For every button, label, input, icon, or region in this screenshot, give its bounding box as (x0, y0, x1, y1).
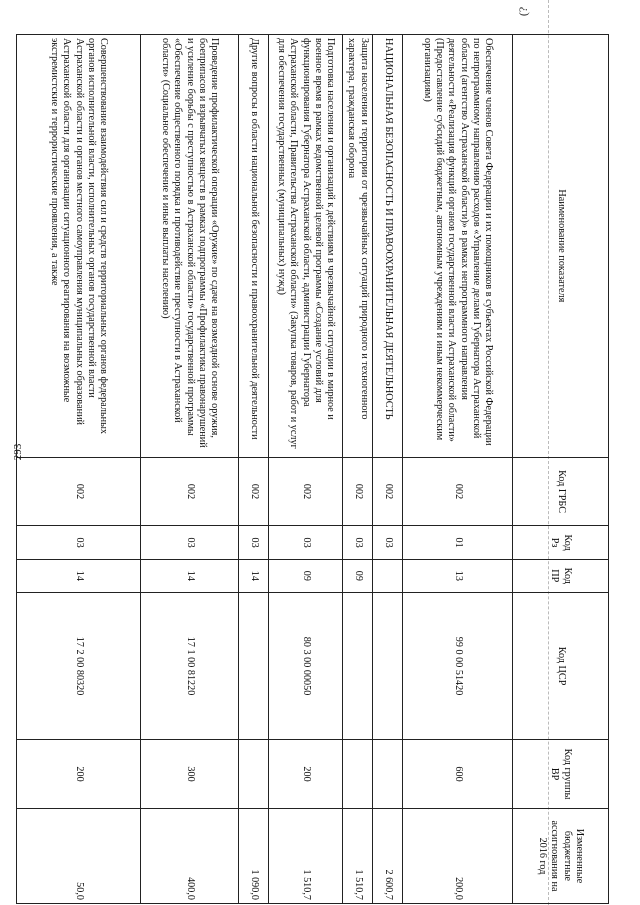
cell-csr: 80 3 00 00050 (269, 592, 343, 739)
cell-vr: 200 (17, 740, 141, 809)
cell-name: Совершенствование взаимодействия сил и средств территориальных органов федеральных органов исполнительной власти, исполнительных органов государственной власти Астраханской области и органов местного самоуправления муниципальных образований Астраханской области для организации ситуационного реагирования на возможные экстремистские и террористические проявления, а также (17, 35, 141, 458)
cell-grbs: 002 (141, 457, 239, 526)
cell-vr: 600 (403, 740, 513, 809)
cell-pr: 09 (343, 559, 373, 592)
table-row (239, 35, 269, 904)
cell-name: Другие вопросы в области национальной безопасности и правоохранительной деятельности (239, 35, 269, 458)
cell-amount: 1 090,0 (239, 808, 269, 903)
cell-csr: 17 2 00 80320 (17, 592, 141, 739)
header-rz: Код Рз (513, 526, 609, 559)
cell-pr: 14 (141, 559, 239, 592)
cell-pr: 13 (403, 559, 513, 592)
cell-rz: 01 (403, 526, 513, 559)
cell-rz: 03 (269, 526, 343, 559)
cell-amount: 400,0 (141, 808, 239, 903)
cell-amount: 1 510,7 (343, 808, 373, 903)
cell-name: Проведение профилактической операции «Оружие» по сдаче на возмездной основе оружия, боеприпасов и взрывчатых веществ в рамках подпрограммы «Профилактика правонарушений и усиление борьбы с преступностью в Астраханской области» государственной программы «Обеспечение общественного порядка и противодействие преступности в Астраханской области» (Социальное обеспечение и иные выплаты населению) (141, 35, 239, 458)
rotated-table-page (49, 34, 609, 904)
cell-grbs: 002 (269, 457, 343, 526)
cell-rz: 03 (343, 526, 373, 559)
cell-csr (239, 592, 269, 739)
cell-pr (373, 559, 403, 592)
cell-amount: 50,0 (17, 808, 141, 903)
cell-csr: 99 0 00 51420 (403, 592, 513, 739)
cell-pr: 14 (239, 559, 269, 592)
cell-amount: 200,0 (403, 808, 513, 903)
cell-csr (373, 592, 403, 739)
header-csr: Код ЦСР (513, 592, 609, 739)
cell-pr: 14 (17, 559, 141, 592)
margin-handwritten-mark: (? (516, 6, 531, 17)
table-row (141, 35, 239, 904)
table-row (343, 35, 373, 904)
cell-name: Подготовка населения и организаций к действиям в чрезвычайной ситуации в мирное и военное время в рамках ведомственной целевой программы «Создание условий для функционирования Губернатора Астраханской области, администрации Губернатора Астраханской области, Правительства Астраханской области» (Закупка товаров, работ и услуг для обеспечения государственных (муниципальных) нужд) (269, 35, 343, 458)
header-pr: Код ПР (513, 559, 609, 592)
cell-grbs: 002 (403, 457, 513, 526)
header-vr: Код группы ВР (513, 740, 609, 809)
table-row (17, 35, 141, 904)
cell-name: НАЦИОНАЛЬНАЯ БЕЗОПАСНОСТЬ И ПРАВООХРАНИТЕЛЬНАЯ ДЕЯТЕЛЬНОСТЬ (373, 35, 403, 458)
cell-rz: 03 (239, 526, 269, 559)
cell-amount: 2 600,7 (373, 808, 403, 903)
cell-name: Обеспечение членов Совета Федерации и их помощников в субъектах Российской Федерации по непрограммному направлению расходов «Управление делами Губернатора Астраханской области (агентство Астраханской области)» в рамках непрограммного направления деятельности «Реализация функций органов государственной власти Астраханской области» (Предоставление субсидий бюджетным, автономным учреждениям и иным некоммерческим организациям) (403, 35, 513, 458)
page-number: 293 (12, 443, 24, 461)
cell-rz: 03 (373, 526, 403, 559)
cell-csr: 17 1 00 81220 (141, 592, 239, 739)
cell-rz: 03 (141, 526, 239, 559)
cell-vr: 200 (269, 740, 343, 809)
cell-name: Защита населения и территории от чрезвычайных ситуаций природного и техногенного характера, гражданская оборона (343, 35, 373, 458)
budget-table (16, 34, 609, 904)
cell-vr (373, 740, 403, 809)
cell-amount: 1 510,7 (269, 808, 343, 903)
cell-grbs: 002 (239, 457, 269, 526)
cell-vr: 300 (141, 740, 239, 809)
table-row (373, 35, 403, 904)
cell-vr (343, 740, 373, 809)
cell-csr (343, 592, 373, 739)
table-row (403, 35, 513, 904)
table-row (269, 35, 343, 904)
cell-grbs: 002 (343, 457, 373, 526)
cell-grbs: 002 (373, 457, 403, 526)
header-grbs: Код ГРБС (513, 457, 609, 526)
cell-grbs: 002 (17, 457, 141, 526)
cell-vr (239, 740, 269, 809)
cell-rz: 03 (17, 526, 141, 559)
cell-pr: 09 (269, 559, 343, 592)
header-amount: Измененные бюджетные ассигнования на 2016 год (513, 808, 609, 903)
table-header-row (513, 35, 609, 904)
header-name: Наименование показателя (513, 35, 609, 458)
